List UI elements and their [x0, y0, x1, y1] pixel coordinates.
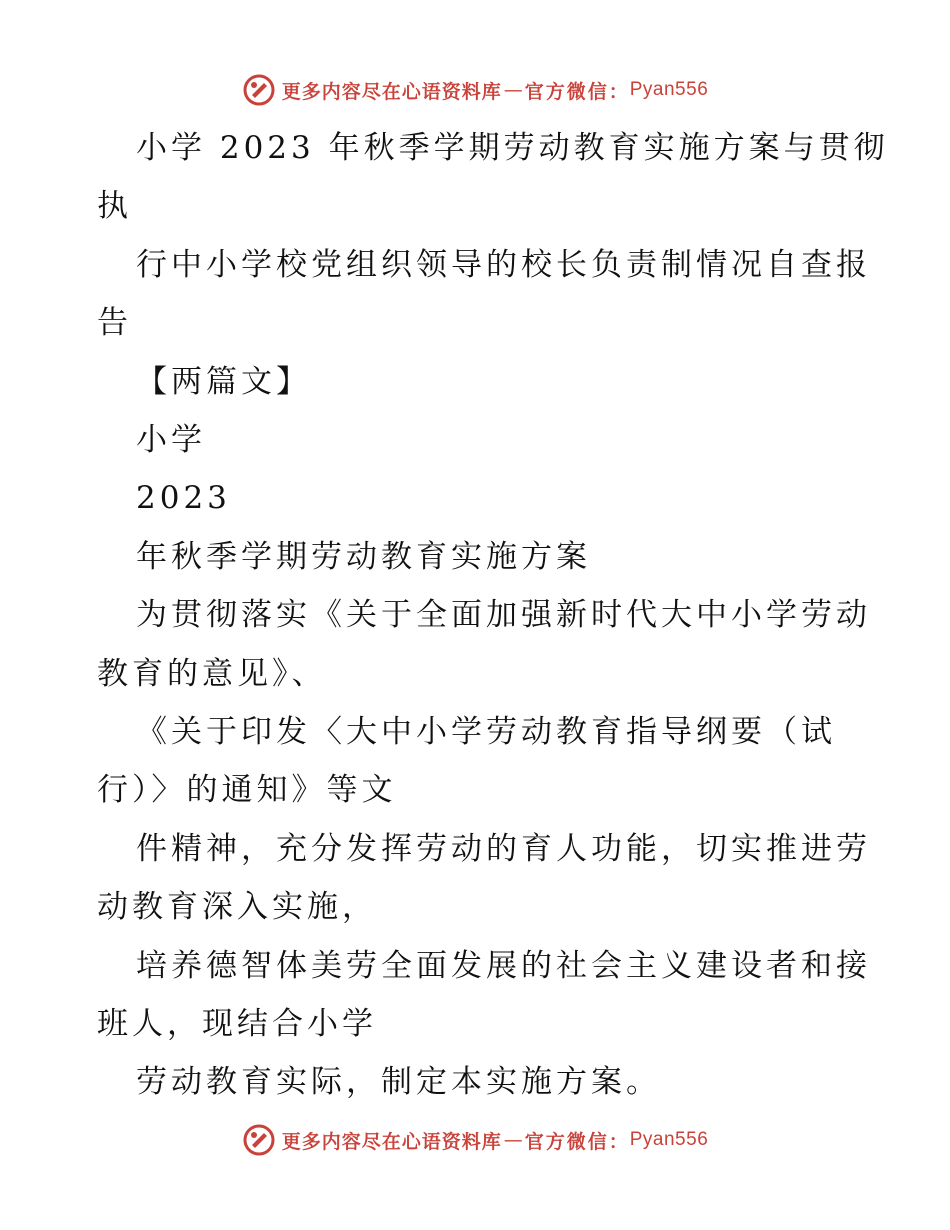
brand-logo-icon: [242, 73, 276, 107]
title-line-2: 执: [97, 188, 132, 224]
title-line-3: 行中小学校党组织领导的校长负责制情况自查报: [136, 247, 871, 283]
watermark-dash: —: [503, 1129, 523, 1151]
watermark-handle: Pyan556: [629, 79, 709, 100]
header-watermark: [0, 70, 950, 110]
title-line-1: 小学 2023 年秋季学期劳动教育实施方案与贯彻: [136, 130, 889, 166]
title-line-4: 告: [97, 305, 132, 341]
paragraph-line: 动教育深入实施，: [97, 889, 377, 925]
brand-logo-icon: [242, 1123, 276, 1157]
paragraph-line: 劳动教育实际，制定本实施方案。: [136, 1064, 661, 1100]
paragraph-line: 培养德智体美劳全面发展的社会主义建设者和接: [136, 948, 871, 984]
text-line: 小学: [136, 422, 206, 458]
watermark-wechat-label: 官方微信：: [524, 80, 630, 103]
paragraph-line: 《关于印发〈大中小学劳动教育指导纲要（试: [136, 714, 836, 750]
paragraph-line: 为贯彻落实《关于全面加强新时代大中小学劳动: [136, 597, 871, 633]
text-line: 年秋季学期劳动教育实施方案: [136, 539, 591, 575]
paragraph-line: 班人，现结合小学: [97, 1006, 377, 1042]
watermark-site-text: 更多内容尽在心语资料库: [281, 80, 502, 103]
text-line: 2023: [136, 480, 231, 516]
footer-watermark: [0, 1120, 950, 1160]
paragraph-line: 教育的意见》、: [97, 656, 327, 692]
watermark-wechat-label: 官方微信：: [524, 1130, 630, 1153]
subtitle-two-articles: 【两篇文】: [136, 364, 311, 400]
watermark-dash: —: [503, 79, 523, 101]
watermark-handle: Pyan556: [629, 1129, 709, 1150]
paragraph-line: 行）〉的通知》等文: [97, 772, 397, 808]
paragraph-line: 件精神，充分发挥劳动的育人功能，切实推进劳: [136, 831, 871, 867]
watermark-site-text: 更多内容尽在心语资料库: [281, 1130, 502, 1153]
